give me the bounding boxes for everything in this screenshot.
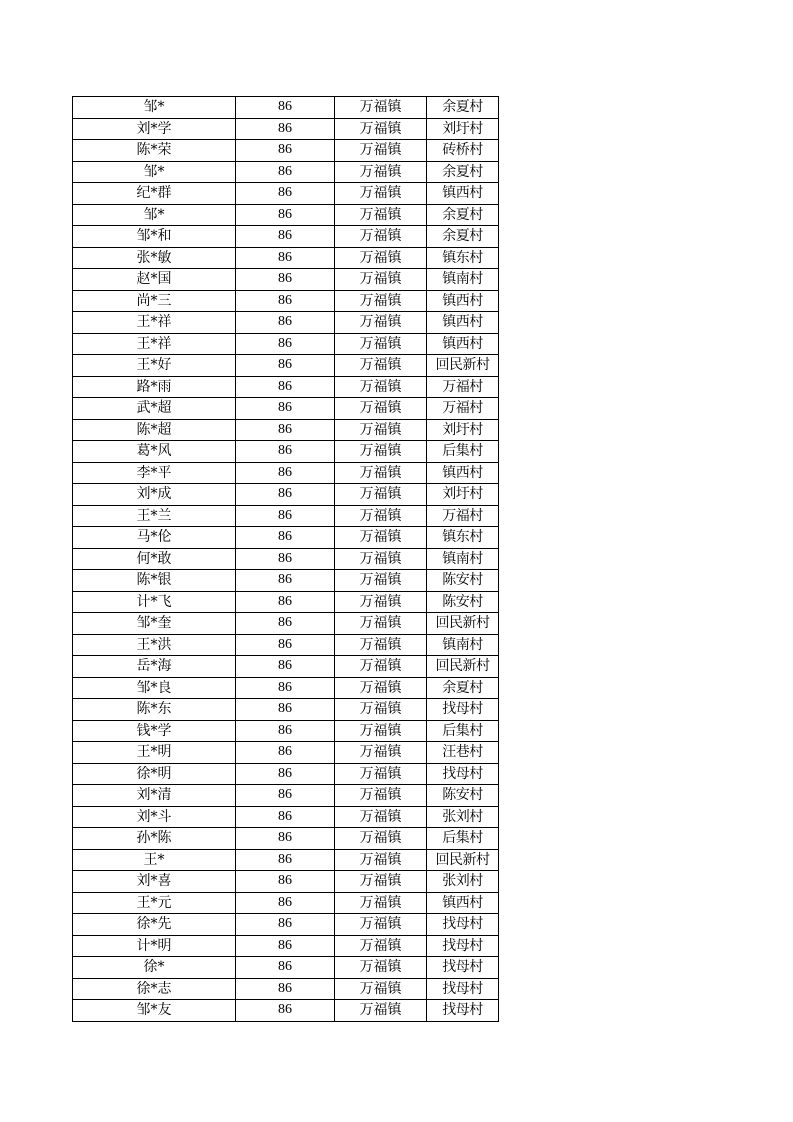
town-cell: 万福镇	[335, 204, 427, 226]
village-cell: 万福村	[427, 505, 499, 527]
name-cell: 王*洪	[73, 634, 236, 656]
name-cell: 马*伦	[73, 527, 236, 549]
name-cell: 张*敏	[73, 247, 236, 269]
village-cell: 砖桥村	[427, 140, 499, 162]
village-cell: 找母村	[427, 763, 499, 785]
table-row	[73, 269, 499, 291]
village-cell: 余夏村	[427, 161, 499, 183]
table-row	[73, 763, 499, 785]
number-cell: 86	[236, 484, 335, 506]
table-row	[73, 312, 499, 334]
town-cell: 万福镇	[335, 398, 427, 420]
name-cell: 邹*良	[73, 677, 236, 699]
table-row	[73, 591, 499, 613]
town-cell: 万福镇	[335, 892, 427, 914]
table-row	[73, 656, 499, 678]
number-cell: 86	[236, 634, 335, 656]
town-cell: 万福镇	[335, 914, 427, 936]
name-cell: 刘*斗	[73, 806, 236, 828]
table-row	[73, 677, 499, 699]
name-cell: 邹*	[73, 97, 236, 119]
village-cell: 万福村	[427, 376, 499, 398]
number-cell: 86	[236, 118, 335, 140]
name-cell: 王*明	[73, 742, 236, 764]
village-cell: 余夏村	[427, 204, 499, 226]
town-cell: 万福镇	[335, 290, 427, 312]
table-row	[73, 140, 499, 162]
village-cell: 找母村	[427, 957, 499, 979]
village-cell: 找母村	[427, 935, 499, 957]
number-cell: 86	[236, 914, 335, 936]
table-row	[73, 742, 499, 764]
number-cell: 86	[236, 376, 335, 398]
town-cell: 万福镇	[335, 785, 427, 807]
number-cell: 86	[236, 333, 335, 355]
name-cell: 陈*超	[73, 419, 236, 441]
name-cell: 邹*	[73, 161, 236, 183]
number-cell: 86	[236, 355, 335, 377]
table-row	[73, 290, 499, 312]
name-cell: 纪*群	[73, 183, 236, 205]
number-cell: 86	[236, 720, 335, 742]
town-cell: 万福镇	[335, 656, 427, 678]
name-cell: 陈*荣	[73, 140, 236, 162]
table-row	[73, 699, 499, 721]
town-cell: 万福镇	[335, 419, 427, 441]
town-cell: 万福镇	[335, 763, 427, 785]
number-cell: 86	[236, 656, 335, 678]
village-cell: 镇东村	[427, 247, 499, 269]
number-cell: 86	[236, 398, 335, 420]
number-cell: 86	[236, 978, 335, 1000]
name-cell: 刘*学	[73, 118, 236, 140]
village-cell: 回民新村	[427, 613, 499, 635]
town-cell: 万福镇	[335, 527, 427, 549]
table-row	[73, 333, 499, 355]
table-row	[73, 398, 499, 420]
town-cell: 万福镇	[335, 720, 427, 742]
table-row	[73, 892, 499, 914]
number-cell: 86	[236, 269, 335, 291]
name-cell: 徐*明	[73, 763, 236, 785]
village-cell: 镇西村	[427, 290, 499, 312]
table-row	[73, 871, 499, 893]
number-cell: 86	[236, 548, 335, 570]
village-cell: 找母村	[427, 978, 499, 1000]
name-cell: 计*明	[73, 935, 236, 957]
town-cell: 万福镇	[335, 978, 427, 1000]
town-cell: 万福镇	[335, 226, 427, 248]
number-cell: 86	[236, 247, 335, 269]
number-cell: 86	[236, 140, 335, 162]
village-cell: 镇西村	[427, 312, 499, 334]
table-row	[73, 355, 499, 377]
name-cell: 邹*和	[73, 226, 236, 248]
name-cell: 陈*银	[73, 570, 236, 592]
number-cell: 86	[236, 570, 335, 592]
name-cell: 邹*	[73, 204, 236, 226]
number-cell: 86	[236, 849, 335, 871]
village-cell: 找母村	[427, 699, 499, 721]
village-cell: 汪巷村	[427, 742, 499, 764]
name-cell: 徐*先	[73, 914, 236, 936]
town-cell: 万福镇	[335, 312, 427, 334]
number-cell: 86	[236, 312, 335, 334]
name-cell: 刘*喜	[73, 871, 236, 893]
table-row	[73, 118, 499, 140]
name-cell: 邹*友	[73, 1000, 236, 1022]
table-row	[73, 957, 499, 979]
name-cell: 陈*东	[73, 699, 236, 721]
table-row	[73, 785, 499, 807]
village-cell: 张刘村	[427, 871, 499, 893]
town-cell: 万福镇	[335, 484, 427, 506]
town-cell: 万福镇	[335, 591, 427, 613]
table-row	[73, 204, 499, 226]
number-cell: 86	[236, 892, 335, 914]
number-cell: 86	[236, 441, 335, 463]
name-cell: 徐*	[73, 957, 236, 979]
table-row	[73, 849, 499, 871]
name-cell: 尚*三	[73, 290, 236, 312]
town-cell: 万福镇	[335, 849, 427, 871]
village-cell: 后集村	[427, 441, 499, 463]
name-cell: 路*雨	[73, 376, 236, 398]
village-cell: 回民新村	[427, 849, 499, 871]
number-cell: 86	[236, 97, 335, 119]
number-cell: 86	[236, 226, 335, 248]
town-cell: 万福镇	[335, 613, 427, 635]
number-cell: 86	[236, 785, 335, 807]
village-cell: 陈安村	[427, 591, 499, 613]
name-cell: 王*元	[73, 892, 236, 914]
name-cell: 刘*清	[73, 785, 236, 807]
town-cell: 万福镇	[335, 118, 427, 140]
number-cell: 86	[236, 462, 335, 484]
town-cell: 万福镇	[335, 376, 427, 398]
town-cell: 万福镇	[335, 742, 427, 764]
number-cell: 86	[236, 742, 335, 764]
town-cell: 万福镇	[335, 441, 427, 463]
village-cell: 刘圩村	[427, 118, 499, 140]
name-cell: 徐*志	[73, 978, 236, 1000]
name-cell: 计*飞	[73, 591, 236, 613]
village-cell: 后集村	[427, 720, 499, 742]
table-row	[73, 376, 499, 398]
town-cell: 万福镇	[335, 957, 427, 979]
number-cell: 86	[236, 677, 335, 699]
number-cell: 86	[236, 290, 335, 312]
table-row	[73, 247, 499, 269]
village-cell: 后集村	[427, 828, 499, 850]
table-row	[73, 613, 499, 635]
village-cell: 刘圩村	[427, 419, 499, 441]
town-cell: 万福镇	[335, 1000, 427, 1022]
number-cell: 86	[236, 806, 335, 828]
town-cell: 万福镇	[335, 247, 427, 269]
town-cell: 万福镇	[335, 677, 427, 699]
town-cell: 万福镇	[335, 634, 427, 656]
number-cell: 86	[236, 419, 335, 441]
table-row	[73, 462, 499, 484]
name-cell: 何*敢	[73, 548, 236, 570]
name-cell: 王*兰	[73, 505, 236, 527]
table-row	[73, 806, 499, 828]
town-cell: 万福镇	[335, 161, 427, 183]
number-cell: 86	[236, 699, 335, 721]
town-cell: 万福镇	[335, 183, 427, 205]
village-cell: 镇西村	[427, 462, 499, 484]
village-cell: 镇南村	[427, 548, 499, 570]
name-cell: 邹*奎	[73, 613, 236, 635]
name-cell: 王*祥	[73, 333, 236, 355]
table-row	[73, 183, 499, 205]
name-cell: 钱*学	[73, 720, 236, 742]
town-cell: 万福镇	[335, 871, 427, 893]
village-cell: 余夏村	[427, 97, 499, 119]
table-row	[73, 935, 499, 957]
village-cell: 余夏村	[427, 226, 499, 248]
table-row	[73, 978, 499, 1000]
table-row	[73, 441, 499, 463]
data-table	[72, 96, 499, 1022]
town-cell: 万福镇	[335, 333, 427, 355]
number-cell: 86	[236, 1000, 335, 1022]
number-cell: 86	[236, 935, 335, 957]
village-cell: 刘圩村	[427, 484, 499, 506]
table-row	[73, 505, 499, 527]
town-cell: 万福镇	[335, 140, 427, 162]
table-row	[73, 527, 499, 549]
village-cell: 镇西村	[427, 892, 499, 914]
table-row	[73, 720, 499, 742]
table-row	[73, 484, 499, 506]
name-cell: 赵*国	[73, 269, 236, 291]
name-cell: 孙*陈	[73, 828, 236, 850]
table-row	[73, 97, 499, 119]
name-cell: 武*超	[73, 398, 236, 420]
table-row	[73, 570, 499, 592]
town-cell: 万福镇	[335, 462, 427, 484]
name-cell: 王*好	[73, 355, 236, 377]
town-cell: 万福镇	[335, 548, 427, 570]
town-cell: 万福镇	[335, 570, 427, 592]
town-cell: 万福镇	[335, 355, 427, 377]
village-cell: 张刘村	[427, 806, 499, 828]
name-cell: 刘*成	[73, 484, 236, 506]
village-cell: 陈安村	[427, 570, 499, 592]
village-cell: 回民新村	[427, 656, 499, 678]
name-cell: 王*	[73, 849, 236, 871]
table-row	[73, 914, 499, 936]
number-cell: 86	[236, 957, 335, 979]
table-row	[73, 226, 499, 248]
number-cell: 86	[236, 161, 335, 183]
table-row	[73, 828, 499, 850]
name-cell: 王*祥	[73, 312, 236, 334]
number-cell: 86	[236, 505, 335, 527]
town-cell: 万福镇	[335, 699, 427, 721]
village-cell: 找母村	[427, 914, 499, 936]
town-cell: 万福镇	[335, 806, 427, 828]
village-cell: 镇东村	[427, 527, 499, 549]
table-row	[73, 161, 499, 183]
village-cell: 陈安村	[427, 785, 499, 807]
number-cell: 86	[236, 183, 335, 205]
number-cell: 86	[236, 828, 335, 850]
table-row	[73, 634, 499, 656]
number-cell: 86	[236, 591, 335, 613]
village-cell: 镇南村	[427, 634, 499, 656]
town-cell: 万福镇	[335, 269, 427, 291]
number-cell: 86	[236, 613, 335, 635]
name-cell: 李*平	[73, 462, 236, 484]
town-cell: 万福镇	[335, 935, 427, 957]
village-cell: 找母村	[427, 1000, 499, 1022]
village-cell: 镇南村	[427, 269, 499, 291]
village-cell: 镇西村	[427, 183, 499, 205]
village-cell: 万福村	[427, 398, 499, 420]
number-cell: 86	[236, 527, 335, 549]
town-cell: 万福镇	[335, 505, 427, 527]
village-cell: 镇西村	[427, 333, 499, 355]
table-row	[73, 419, 499, 441]
village-cell: 回民新村	[427, 355, 499, 377]
name-cell: 葛*风	[73, 441, 236, 463]
table-row	[73, 1000, 499, 1022]
number-cell: 86	[236, 204, 335, 226]
number-cell: 86	[236, 763, 335, 785]
town-cell: 万福镇	[335, 828, 427, 850]
town-cell: 万福镇	[335, 97, 427, 119]
number-cell: 86	[236, 871, 335, 893]
table-body	[73, 97, 499, 1022]
village-cell: 余夏村	[427, 677, 499, 699]
table-row	[73, 548, 499, 570]
name-cell: 岳*海	[73, 656, 236, 678]
